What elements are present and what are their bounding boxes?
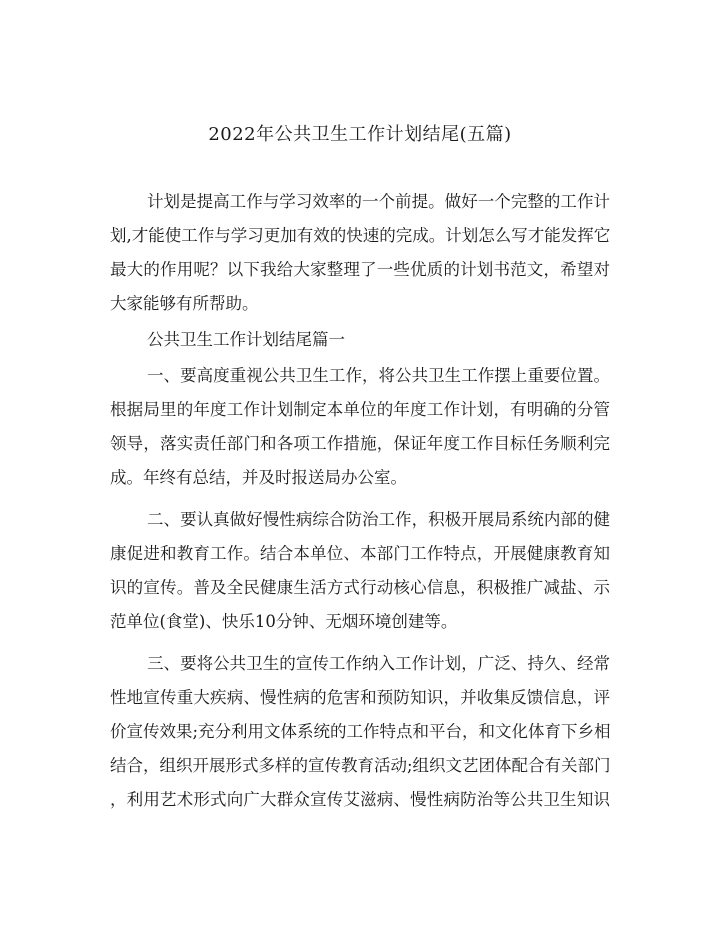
paragraph-line: 三、要将公共卫生的宣传工作纳入工作计划，广泛、持久、经常: [147, 654, 610, 673]
paragraph-line: 大家能够有所帮助。: [110, 294, 259, 313]
paragraph-line: 范单位(食堂)、快乐10分钟、无烟环境创建等。: [110, 612, 458, 631]
paragraph-line: 一、要高度重视公共卫生工作，将公共卫生工作摆上重要位置。: [147, 366, 610, 385]
paragraph-line: 价宣传效果;充分利用文体系统的工作特点和平台，和文化体育下乡相: [110, 722, 611, 741]
paragraph-line: 识的宣传。普及全民健康生活方式行动核心信息，积极推广减盐、示: [110, 578, 610, 597]
paragraph-line: 领导，落实责任部门和各项工作措施，保证年度工作目标任务顺利完: [110, 434, 610, 453]
paragraph-line: 性地宣传重大疾病、慢性病的危害和预防知识，并收集反馈信息，评: [110, 688, 610, 707]
paragraph-line: 根据局里的年度工作计划制定本单位的年度工作计划，有明确的分管: [110, 400, 610, 419]
paragraph-line: 计划是提高工作与学习效率的一个前提。做好一个完整的工作计: [147, 192, 610, 211]
paragraph-line: 成。年终有总结，并及时报送局办公室。: [110, 468, 407, 487]
paragraph-line: 最大的作用呢？以下我给大家整理了一些优质的计划书范文，希望对: [110, 260, 610, 279]
paragraph-line: 结合，组织开展形式多样的宣传教育活动;组织文艺团体配合有关部门: [110, 756, 611, 775]
section-heading: 公共卫生工作计划结尾篇一: [147, 330, 345, 349]
paragraph-line: 康促进和教育工作。结合本单位、本部门工作特点，开展健康教育知: [110, 544, 610, 563]
paragraph-line: ，利用艺术形式向广大群众宣传艾滋病、慢性病防治等公共卫生知识: [110, 790, 610, 809]
document-title: 2022年公共卫生工作计划结尾(五篇): [208, 124, 512, 145]
paragraph-line: 二、要认真做好慢性病综合防治工作，积极开展局系统内部的健: [147, 510, 610, 529]
paragraph-line: 划,才能使工作与学习更加有效的快速的完成。计划怎么写才能发挥它: [110, 226, 611, 245]
